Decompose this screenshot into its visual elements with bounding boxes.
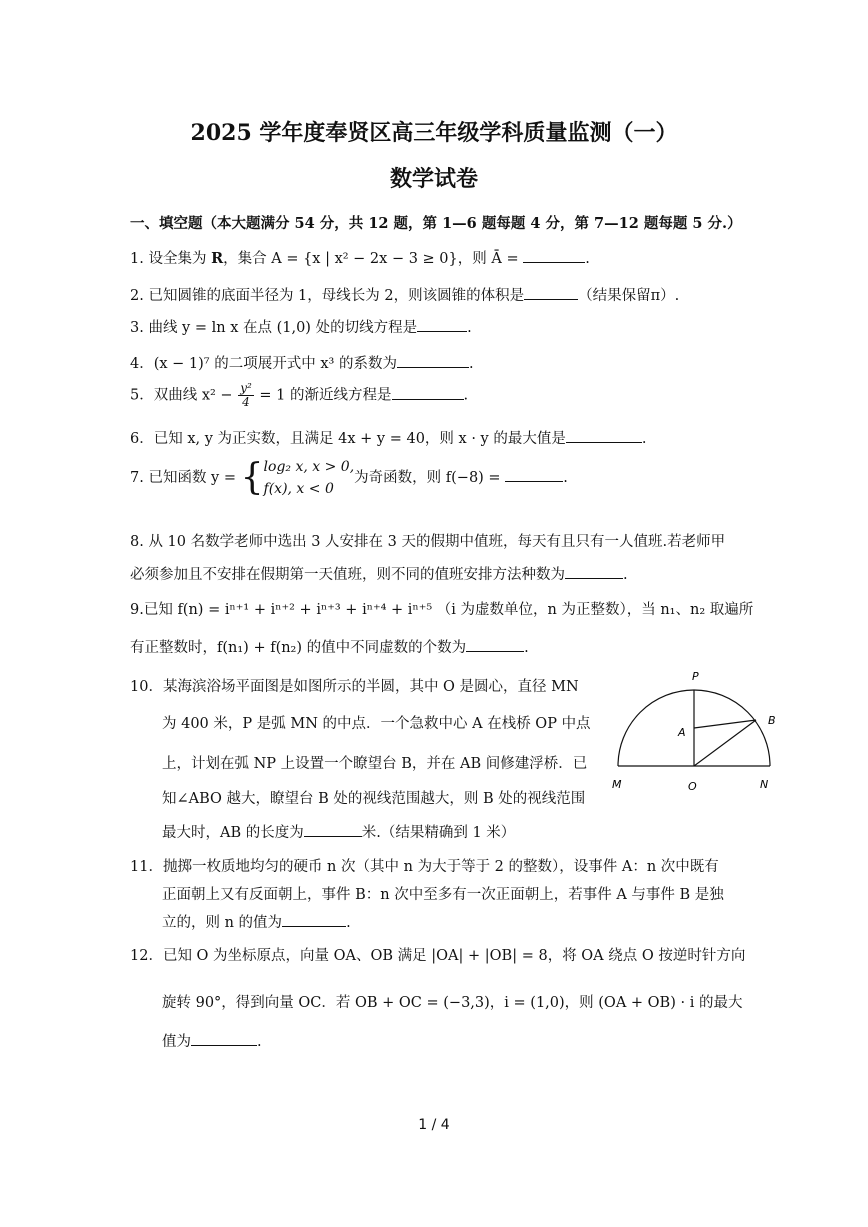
piecewise-brace: { xyxy=(240,457,264,498)
question-7: 7. 已知函数 y = { log₂ x, x > 0, f(x), x < 0 为奇函数，则 f(−8) = . xyxy=(130,457,568,498)
question-12-line-1: 12．已知 O 为坐标原点，向量 OA、OB 满足 |OA| + |OB| = 8，将 OA 绕点 O 按逆时针方向 xyxy=(130,948,746,964)
question-10-line-1: 10．某海滨浴场平面图是如图所示的半圆，其中 O 是圆心，直径 MN xyxy=(130,679,579,695)
question-12-line-3: 值为 . xyxy=(162,1030,262,1051)
question-5: 5．双曲线 x² − $\frac{\text{y²}}{4}$ = 1 的渐近线方程是 . xyxy=(130,381,469,409)
answer-blank-8[interactable] xyxy=(565,564,623,579)
semicircle-diagram xyxy=(608,666,788,796)
answer-blank-11[interactable] xyxy=(282,912,346,927)
question-10-line-3: 上，计划在弧 NP 上设置一个瞭望台 B，并在 AB 间修建浮桥．已 xyxy=(162,756,588,772)
piecewise-cases: log₂ x, x > 0, f(x), x < 0 xyxy=(263,459,355,497)
answer-blank-2[interactable] xyxy=(524,285,578,300)
fraction-y2-over-4: $\frac{\text{y²}}{4}$ xyxy=(240,381,252,409)
answer-blank-3[interactable] xyxy=(417,317,467,332)
label-m: M xyxy=(612,778,622,791)
label-n: N xyxy=(760,778,769,791)
question-10-line-2: 为 400 米，P 是弧 MN 的中点．一个急救中心 A 在栈桥 OP 中点 xyxy=(162,716,591,732)
question-11-line-2: 正面朝上又有反面朝上，事件 B：n 次中至多有一次正面朝上，若事件 A 与事件 B 是独 xyxy=(162,887,724,903)
question-9-line-2: 有正整数时，f(n₁) + f(n₂) 的值中不同虚数的个数为 . xyxy=(130,636,529,657)
label-o: O xyxy=(688,780,697,793)
answer-blank-12[interactable] xyxy=(191,1031,257,1046)
answer-blank-7[interactable] xyxy=(505,467,563,482)
question-4: 4．(x − 1)⁷ 的二项展开式中 x³ 的系数为 . xyxy=(130,352,474,373)
question-3: 3. 曲线 y = ln x 在点 (1,0) 处的切线方程是 . xyxy=(130,316,472,337)
answer-blank-1[interactable] xyxy=(523,248,585,263)
page-subtitle: 数学试卷 xyxy=(389,166,478,192)
label-p: P xyxy=(692,670,699,683)
question-12-line-2: 旋转 90°，得到向量 OC．若 OB + OC = (−3,3)，i = (1,0)，则 (OA + OB) · i 的最大 xyxy=(162,995,743,1011)
question-11-line-1: 11．抛掷一枚质地均匀的硬币 n 次（其中 n 为大于等于 2 的整数），设事件 A：n 次中既有 xyxy=(130,859,719,875)
page-number: 1 / 4 xyxy=(418,1117,450,1133)
question-2: 2. 已知圆锥的底面半径为 1，母线长为 2，则该圆锥的体积是 （结果保留π）. xyxy=(130,284,679,305)
page-title: 2025 学年度奉贤区高三年级学科质量监测（一） xyxy=(190,120,678,146)
answer-blank-9[interactable] xyxy=(466,637,524,652)
question-6: 6．已知 x, y 为正实数，且满足 4x + y = 40，则 x · y 的最大值是 . xyxy=(130,427,646,448)
question-10-line-4: 知∠ABO 越大，瞭望台 B 处的视线范围越大，则 B 处的视线范围 xyxy=(162,791,586,807)
question-9-line-1: 9.已知 f(n) = iⁿ⁺¹ + iⁿ⁺² + iⁿ⁺³ + iⁿ⁺⁴ + iⁿ⁺⁵ （i 为虚数单位，n 为正整数），当 n₁、n₂ 取遍所 xyxy=(130,602,754,618)
answer-blank-10[interactable] xyxy=(304,822,362,837)
question-11-line-3: 立的，则 n 的值为 . xyxy=(162,911,351,932)
label-b: B xyxy=(768,714,776,727)
answer-blank-6[interactable] xyxy=(566,428,642,443)
label-a: A xyxy=(678,726,686,739)
section-heading: 一、填空题（本大题满分 54 分，共 12 题，第 1—6 题每题 4 分，第 7—12 题每题 5 分.） xyxy=(130,215,742,232)
answer-blank-4[interactable] xyxy=(397,353,469,368)
question-8-line-1: 8. 从 10 名数学老师中选出 3 人安排在 3 天的假期中值班，每天有且只有一人值班.若老师甲 xyxy=(130,534,726,550)
question-1: 1. 设全集为 R，集合 A = {x | x² − 2x − 3 ≥ 0}，则 Ā = . xyxy=(130,250,590,267)
question-10-line-5: 最大时，AB 的长度为 米.（结果精确到 1 米） xyxy=(162,821,515,842)
answer-blank-5[interactable] xyxy=(392,385,464,400)
question-8-line-2: 必须参加且不安排在假期第一天值班，则不同的值班安排方法种数为 . xyxy=(130,563,628,584)
